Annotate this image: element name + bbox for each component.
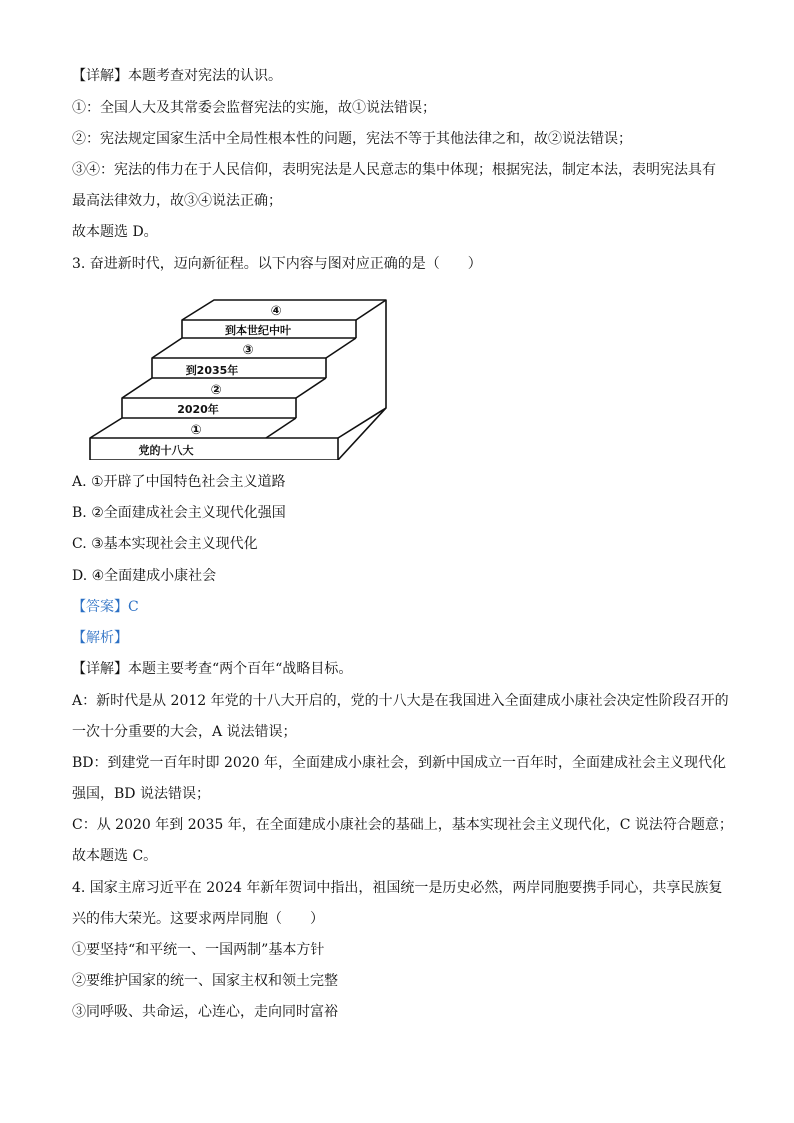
analysis-c-line: C：从 2020 年到 2035 年，在全面建成小康社会的基础上，基本实现社会主义现代化，C 说法符合题意； <box>72 817 733 833</box>
step-1-number: ① <box>190 423 202 438</box>
detail-conclusion-2: 故本题选 C。 <box>72 848 158 864</box>
question-4-stem-2: 兴的伟大荣光。这要求两岸同胞（ ） <box>72 911 324 927</box>
step-3-number: ③ <box>242 343 254 358</box>
option-c: C. ③基本实现社会主义现代化 <box>72 536 258 552</box>
step-2-label: 2020年 <box>177 403 219 416</box>
step-2-number: ② <box>210 383 222 398</box>
detail-line-4: 最高法律效力，故③④说法正确； <box>72 193 282 209</box>
step-3-label: 到2035年 <box>185 364 239 377</box>
step-4-number: ④ <box>270 304 282 319</box>
statement-3: ③同呼吸、共命运，心连心，走向同时富裕 <box>72 1004 338 1020</box>
question-4-stem-1: 4. 国家主席习近平在 2024 年新年贺词中指出，祖国统一是历史必然，两岸同胞要携手同心，共享民族复 <box>72 880 723 896</box>
option-b: B. ②全面建成社会主义现代化强国 <box>72 505 286 521</box>
answer-label: 【答案】C <box>72 599 139 615</box>
analysis-bd-line-2: 强国，BD 说法错误； <box>72 786 210 802</box>
detail-line-3: ③④：宪法的伟力在于人民信仰，表明宪法是人民意志的集中体现；根据宪法，制定本法，表明宪法具有 <box>72 162 716 178</box>
step-4-label: 到本世纪中叶 <box>225 324 291 337</box>
statement-2: ②要维护国家的统一、国家主权和领土完整 <box>72 973 338 989</box>
analysis-a-line-1: A：新时代是从 2012 年党的十八大开启的，党的十八大是在我国进入全面建成小康社会决定性阶段召开的 <box>72 693 729 709</box>
analysis-label: 【解析】 <box>72 630 128 646</box>
detail-conclusion-1: 故本题选 D。 <box>72 224 158 240</box>
detail-line-1: ①：全国人大及其常委会监督宪法的实施，故①说法错误； <box>72 100 436 116</box>
statement-1: ①要坚持“和平统一、一国两制”基本方针 <box>72 942 325 958</box>
step-1-label: 党的十八大 <box>138 444 194 457</box>
analysis-a-line-2: 一次十分重要的大会，A 说法错误； <box>72 724 297 740</box>
question-3-stem: 3. 奋进新时代，迈向新征程。以下内容与图对应正确的是（ ） <box>72 256 482 272</box>
option-a: A. ①开辟了中国特色社会主义道路 <box>72 474 286 490</box>
staircase-figure <box>86 296 396 460</box>
detail-heading-2: 【详解】本题主要考查“两个百年“战略目标。 <box>72 661 353 677</box>
option-d: D. ④全面建成小康社会 <box>72 568 217 584</box>
detail-line-2: ②：宪法规定国家生活中全局性根本性的问题，宪法不等于其他法律之和，故②说法错误； <box>72 131 632 147</box>
detail-heading-1: 【详解】本题考查对宪法的认识。 <box>72 68 282 84</box>
analysis-bd-line-1: BD：到建党一百年时即 2020 年，全面建成小康社会，到新中国成立一百年时，全面建成社会主义现代化 <box>72 755 727 771</box>
